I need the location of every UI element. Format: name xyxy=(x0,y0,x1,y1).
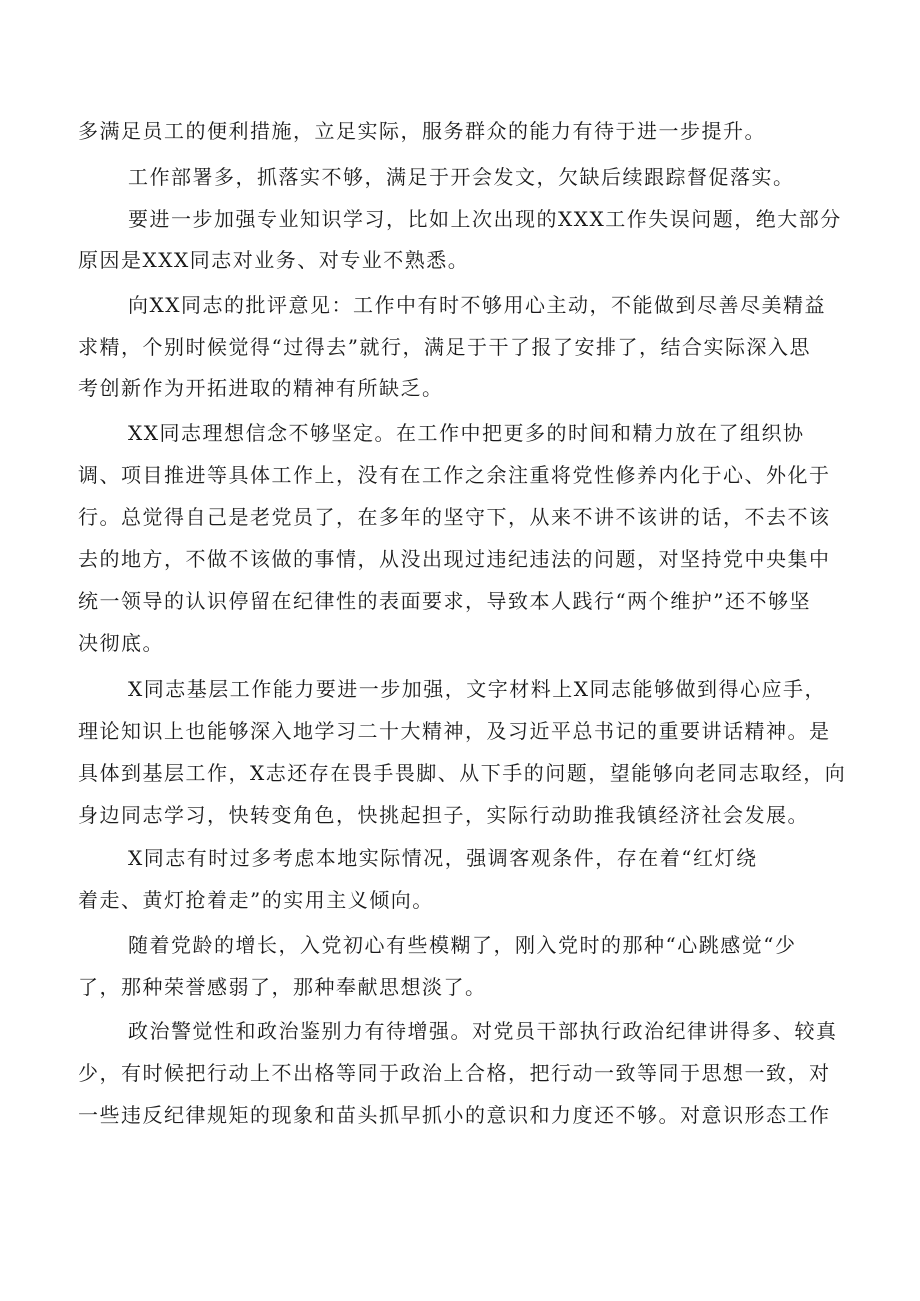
text-line-2: 工作部署多，抓落实不够，满足于开会发文，欠缺后续跟踪督促落实。 xyxy=(128,165,795,189)
text-line-21: 了，那种荣誉感弱了，那种奉献思想淡了。 xyxy=(78,975,487,999)
text-line-20: 随着党龄的增长，入党初心有些模糊了，刚入党时的那种“心跳感觉“少 xyxy=(128,933,797,957)
text-line-18: X同志有时过多考虑本地实际情况，强调客观条件，存在着“红灯绕 xyxy=(128,846,758,870)
text-line-11: 去的地方，不做不该做的事情，从没出现过违纪违法的问题，对坚持党中央集中 xyxy=(78,547,831,571)
text-line-17: 身边同志学习，快转变角色，快挑起担子，实际行动助推我镇经济社会发展。 xyxy=(78,803,809,827)
text-line-9: 调、项目推进等具体工作上，没有在工作之余注重将党性修养内化于心、外化于 xyxy=(78,463,831,487)
text-line-23: 少，有时候把行动上不出格等同于政治上合格，把行动一致等同于思想一致，对 xyxy=(78,1061,831,1085)
text-line-14: X同志基层工作能力要进一步加强，文字材料上X同志能够做到得心应手， xyxy=(128,677,826,701)
text-line-7: 考创新作为开拓进取的精神有所缺乏。 xyxy=(78,376,444,400)
text-line-24: 一些违反纪律规矩的现象和苗头抓早抓小的意识和力度还不够。对意识形态工作 xyxy=(78,1103,831,1127)
text-line-22: 政治警觉性和政治鉴别力有待增强。对党员干部执行政治纪律讲得多、较真 xyxy=(128,1019,838,1043)
text-line-10: 行。总觉得自己是老党员了，在多年的坚守下，从来不讲不该讲的话，不去不该 xyxy=(78,505,831,529)
text-line-5: 向XX同志的批评意见：工作中有时不够用心主动，不能做到尽善尽美精益 xyxy=(128,293,826,317)
text-line-4: 原因是XXX同志对业务、对专业不熟悉。 xyxy=(78,248,470,272)
text-line-3: 要进一步加强专业知识学习，比如上次出现的XXX工作失误问题，绝大部分 xyxy=(128,207,842,231)
text-line-19: 着走、黄灯抢着走”的实用主义倾向。 xyxy=(78,888,434,912)
text-line-16: 具体到基层工作，X志还存在畏手畏脚、从下手的问题，望能够向老同志取经，向 xyxy=(78,761,847,785)
text-line-15: 理论知识上也能够深入地学习二十大精神，及习近平总书记的重要讲话精神。是 xyxy=(78,719,831,743)
text-line-8: XX同志理想信念不够坚定。在工作中把更多的时间和精力放在了组织协 xyxy=(128,421,805,445)
text-line-1: 多满足员工的便利措施，立足实际，服务群众的能力有待于进一步提升。 xyxy=(78,119,766,143)
text-line-12: 统一领导的认识停留在纪律性的表面要求，导致本人践行“两个维护”还不够坚 xyxy=(78,589,811,613)
text-line-6: 求精，个别时候觉得“过得去”就行，满足于干了报了安排了，结合实际深入思 xyxy=(78,335,811,359)
text-line-13: 决彻底。 xyxy=(78,631,164,655)
